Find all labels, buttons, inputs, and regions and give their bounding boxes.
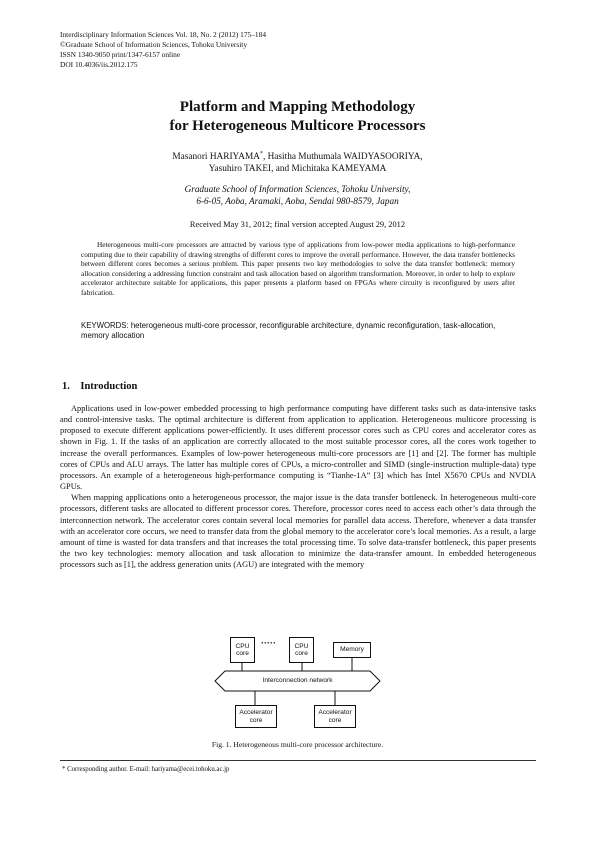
journal-header <box>60 30 266 70</box>
memory-box: Memory <box>333 642 371 658</box>
accelerator-core-box-1 <box>235 705 277 728</box>
affiliation <box>0 183 595 207</box>
keywords-text: heterogeneous multi-core processor, reconfigurable architecture, dynamic reconfiguration, task-allocation, memory allocation <box>81 321 496 340</box>
doi-line: DOI 10.4036/iis.2012.175 <box>60 60 138 69</box>
abstract: Heterogeneous multi-core processors are attracted by various type of applications from low-power media applications to high-performance computing due to their capability of drawing strengths of different cores to improve the overall performance. However, the data transfer bottlenecks between different cores becomes a serious problem. This paper presents two key methodologies to solve the data transfer bottleneck: memory allocation considering a addressing function constraint and task allocation based on algorithm transformation. Moreover, in order to help to explore accelerator architecture suitable for applications, this paper presents a platform based on FPGAs where circuity is reconfigured by users after fabrication. <box>81 240 515 297</box>
accelerator-1-label-a: Accelerator <box>239 709 273 716</box>
footnote: * Corresponding author. E-mail: hariyama@ecei.tohoku.ac.jp <box>62 766 230 773</box>
journal-citation: Interdisciplinary Information Sciences Vol. 18, No. 2 (2012) 175–184 <box>60 30 267 39</box>
cpu-core-box-1 <box>230 637 255 663</box>
copyright-line: ©Graduate School of Information Sciences, Tohoku University <box>60 40 248 49</box>
network-label: Interconnection network <box>262 677 333 684</box>
cpu-core-box-2 <box>289 637 314 663</box>
authors-rest: , Hasitha Muthumala WAIDYASOORIYA, <box>262 152 423 163</box>
authors-line-1 <box>0 148 595 163</box>
accelerator-2-label-a: Accelerator <box>318 709 352 716</box>
paragraph-2: When mapping applications onto a heterogeneous processor, the major issue is the data transfer bottleneck. In heterogeneous multi-core processors, different tasks are allocated to different processor cores. Therefore, processor cores need to access each other’s data through the interconnection network. The accelerator cores contain several local memories for parallel data access. Therefore, whenever a data transfer with an accelerator core occurs, we need to transfer data from the global memory to the accelerator core’s local memories. As a result, a large amount of time is wasted for data transfers and that increases the total processing time. To solve data-transfer bottleneck, this paper presents the two key technologies: memory allocation and task allocation to minimize the data-transfer amount. In embedded heterogeneous processors such as [1], the address generation units (AGU) are integrated with the memory <box>60 493 536 570</box>
affiliation-line-2: 6-6-05, Aoba, Aramaki, Aoba, Sendai 980-8579, Japan <box>196 196 399 206</box>
figure-caption: Fig. 1. Heterogeneous multi-core processor architecture. <box>211 740 384 749</box>
section-title: Introduction <box>80 381 138 392</box>
title-line-2: for Heterogeneous Multicore Processors <box>169 118 426 134</box>
title-line-1: Platform and Mapping Methodology <box>179 99 416 115</box>
accelerator-1-label-b: core <box>249 716 263 724</box>
authors-line-2: Yasuhiro TAKEI, and Michitaka KAMEYAMA <box>208 164 387 175</box>
accelerator-2-label-b: core <box>328 716 342 724</box>
issn-line: ISSN 1340-9050 print/1347-6157 online <box>60 50 181 59</box>
cpu-core-2-label-b: core <box>295 650 308 657</box>
corresponding-mark: * <box>259 151 263 157</box>
cpu-core-1-label-a: CPU <box>235 642 250 650</box>
section-heading <box>62 381 137 392</box>
keywords-label: KEYWORDS: <box>81 321 129 330</box>
author-list <box>0 148 595 175</box>
author-hariyama: Masanori HARIYAMA <box>172 152 260 163</box>
cpu-core-1-label-b: core <box>236 650 249 657</box>
keywords <box>81 321 515 341</box>
ellipsis-dots: ····· <box>261 638 276 648</box>
paragraph-1: Applications used in low-power embedded processing to high performance computing have different tasks such as data-intensive tasks and control-intensive tasks. The optimal architecture is different from application to application. Heterogeneous multicore processing is proposed to execute different applications power-efficiently. It uses different processor cores such as CPU cores and accelerator cores as shown in Fig. 1. If the tasks of an application are correctly allocated to the most suitable processor cores, all the cores work together to increase the overall performances. Examples of low-power heterogeneous multi-core processors are [1] and [2]. The former has multiple cores of CPUs and ALU arrays. The latter has multiple cores of CPUs, a micro-controller and SIMD (single-instruction multiple-data) type processors. An example of a heterogeneous high-performance computing is “Tianhe-1A” [3] which has Intel X5670 CPUs and NVDIA GPUs. <box>60 404 536 492</box>
accelerator-core-box-2 <box>314 705 356 728</box>
figure-1-diagram <box>215 632 380 736</box>
affiliation-line-1: Graduate School of Information Sciences, Tohoku University, <box>184 184 411 194</box>
received-dates: Received May 31, 2012; final version accepted August 29, 2012 <box>189 220 406 229</box>
footnote-rule <box>60 760 536 761</box>
section-number: 1. <box>62 381 70 392</box>
cpu-core-2-label-a: CPU <box>294 642 309 650</box>
body-text <box>60 403 536 570</box>
paper-title <box>0 98 595 136</box>
